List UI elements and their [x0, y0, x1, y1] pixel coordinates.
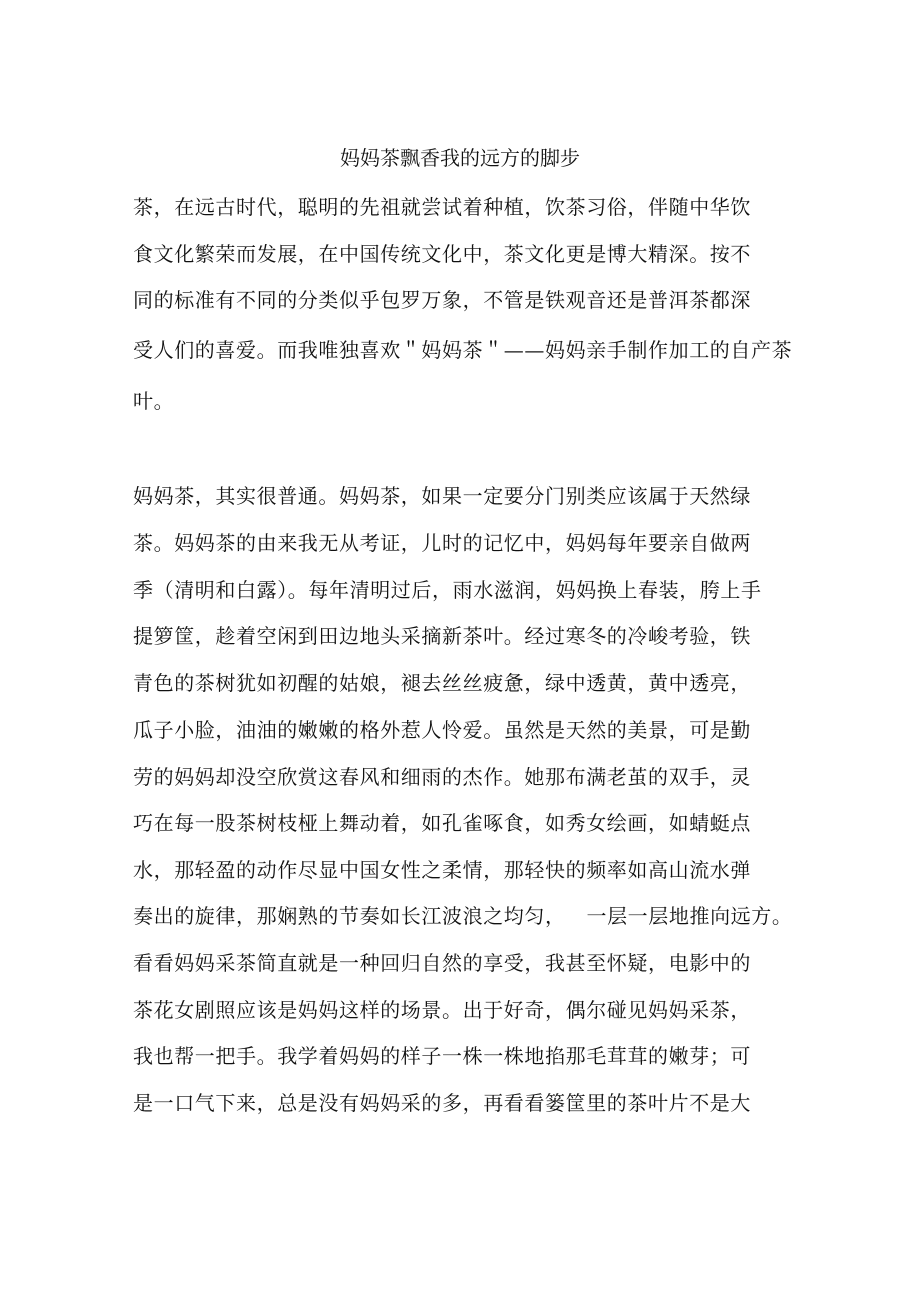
text-line: 茶，在远古时代，聪明的先祖就尝试着种植，饮茶习俗，伴随中华饮 — [133, 195, 751, 219]
text-line: 奏出的旋律，那娴熟的节奏如长江波浪之均匀， 一层一层地推向远方。 — [133, 904, 793, 928]
text-line: 食文化繁荣而发展，在中国传统文化中，茶文化更是博大精深。按不 — [133, 242, 751, 266]
text-line: 季（清明和白露）。每年清明过后，雨水滋润，妈妈换上春装，胯上手 — [133, 578, 762, 602]
text-line: 茶。妈妈茶的由来我无从考证，儿时的记忆中，妈妈每年要亲自做两 — [133, 531, 751, 555]
document-title: 妈妈茶飘香我的远方的脚步 — [340, 146, 580, 170]
text-line: 提箩筐，趁着空闲到田边地头采摘新茶叶。经过寒冬的冷峻考验，铁 — [133, 624, 751, 648]
text-line: 劳的妈妈却没空欣赏这春风和细雨的杰作。她那布满老茧的双手，灵 — [133, 765, 751, 789]
text-line: 瓜子小脸，油油的嫩嫩的格外惹人怜爱。虽然是天然的美景，可是勤 — [133, 718, 751, 742]
text-line: 受人们的喜爱。而我唯独喜欢＂妈妈茶＂——妈妈亲手制作加工的自产茶 — [133, 338, 793, 362]
text-line: 看看妈妈采茶简直就是一种回归自然的享受，我甚至怀疑，电影中的 — [133, 951, 751, 975]
text-line: 妈妈茶，其实很普通。妈妈茶，如果一定要分门别类应该属于天然绿 — [133, 484, 751, 508]
text-line: 青色的茶树犹如初醒的姑娘，褪去丝丝疲惫，绿中透黄，黄中透亮， — [133, 671, 751, 695]
text-line: 水，那轻盈的动作尽显中国女性之柔情，那轻快的频率如高山流水弹 — [133, 858, 751, 882]
text-line: 我也帮一把手。我学着妈妈的样子一株一株地掐那毛茸茸的嫩芽；可 — [133, 1044, 751, 1068]
text-line: 叶。 — [133, 389, 175, 413]
text-line: 同的标准有不同的分类似乎包罗万象，不管是铁观音还是普洱茶都深 — [133, 288, 751, 312]
text-line: 茶花女剧照应该是妈妈这样的场景。出于好奇，偶尔碰见妈妈采茶， — [133, 998, 751, 1022]
text-line: 是一口气下来，总是没有妈妈采的多，再看看篓筐里的茶叶片不是大 — [133, 1091, 751, 1115]
text-line: 巧在每一股茶树枝桠上舞动着，如孔雀啄食，如秀女绘画，如蜻蜓点 — [133, 811, 751, 835]
